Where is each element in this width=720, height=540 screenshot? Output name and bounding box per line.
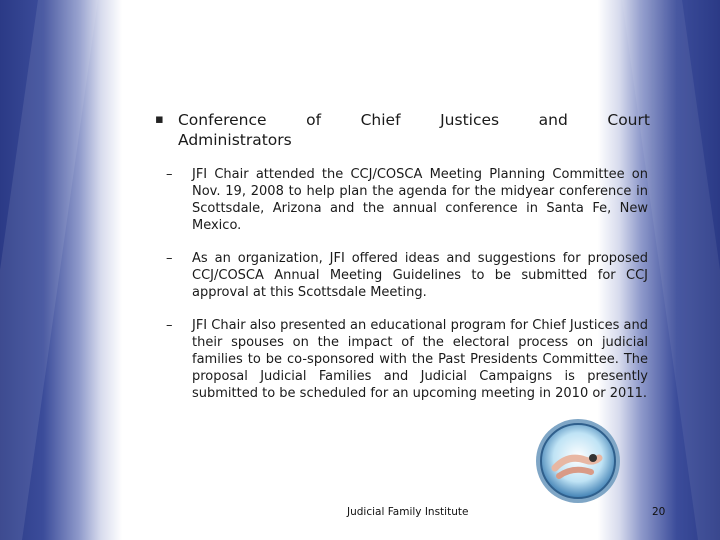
heading-word: and <box>538 111 568 129</box>
heading-bullet <box>155 110 650 150</box>
heading-line-1 <box>178 110 650 130</box>
heading-word: Conference <box>177 111 267 129</box>
heading-word: of <box>306 111 322 129</box>
heading-text <box>178 110 650 150</box>
list-item <box>166 250 650 301</box>
slide-content <box>155 110 650 418</box>
list-item-text: JFI Chair also presented an educational program for Chief Justices and their spouses on the impact of the electoral process on judicial families to be co-sponsored with the Past Presidents Committee. The proposal Judicial Families and Judicial Campaigns is presently submitted to be scheduled for an upcoming meeting in 2010 or 2011. <box>192 318 648 401</box>
list-item <box>166 166 650 234</box>
dash-bullet: – <box>166 167 173 182</box>
heading-word: Justices <box>440 111 500 129</box>
page-number: 20 <box>652 506 666 518</box>
heading-word: Court <box>607 111 650 129</box>
list-item <box>166 317 650 402</box>
list-item-text: JFI Chair attended the CCJ/COSCA Meeting Planning Committee on Nov. 19, 2008 to help plan the agenda for the midyear conference in Scottsdale, Arizona and the annual conference in Santa Fe, New Mexico. <box>192 167 648 233</box>
square-bullet-icon: ▪ <box>155 112 164 127</box>
dash-bullet: – <box>166 318 173 333</box>
heading-word: Chief <box>360 111 401 129</box>
dash-bullet: – <box>166 251 173 266</box>
hands-globe-logo-icon <box>533 416 623 506</box>
list-item-text: As an organization, JFI offered ideas and suggestions for proposed CCJ/COSCA Annual Meeting Guidelines to be submitted for CCJ approval at this Scottsdale Meeting. <box>192 251 648 300</box>
heading-line-2: Administrators <box>177 131 292 149</box>
sub-bullet-list <box>166 166 650 402</box>
footer-text: Judicial Family Institute <box>347 506 469 518</box>
frame-stripe-left <box>0 0 98 540</box>
